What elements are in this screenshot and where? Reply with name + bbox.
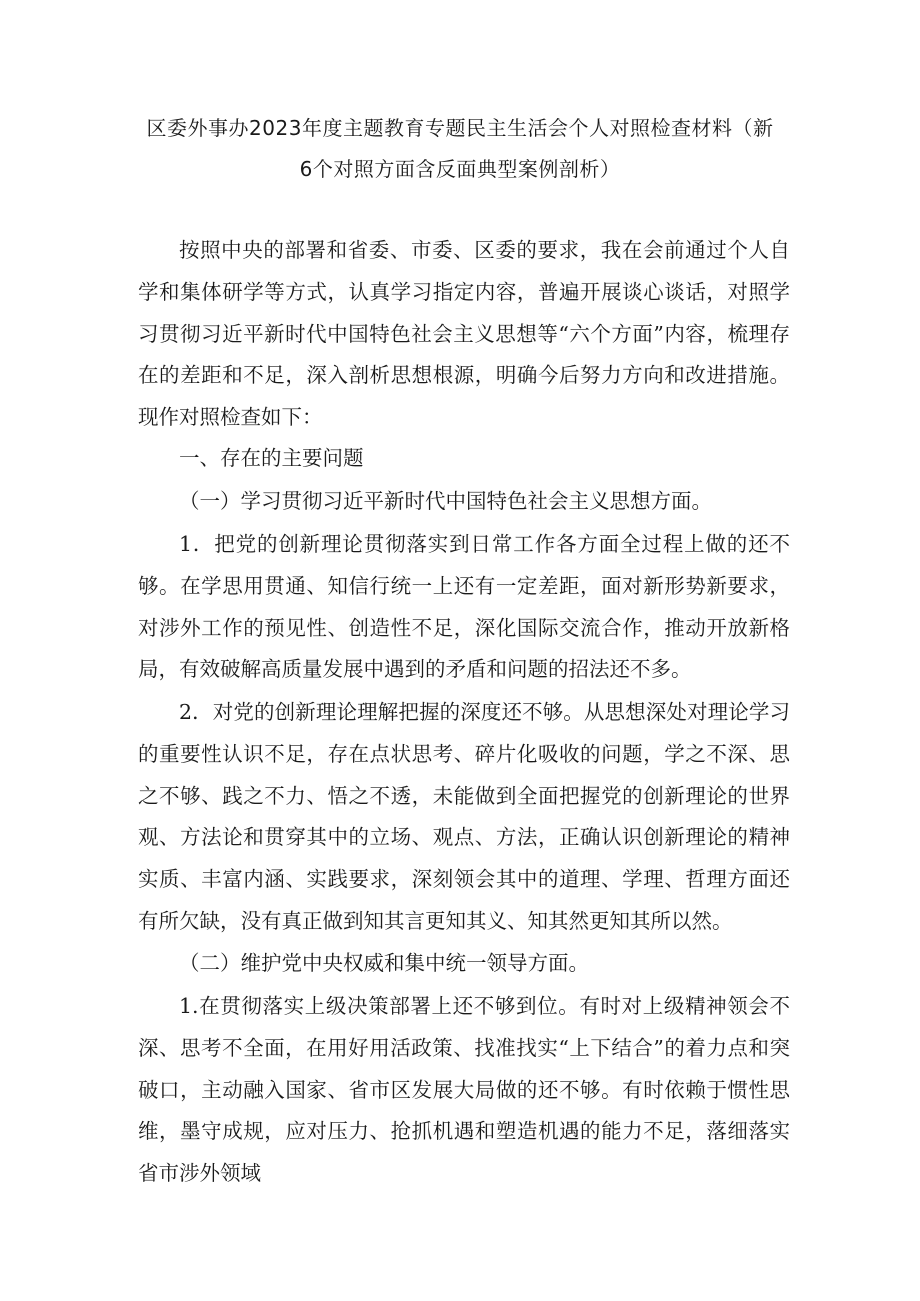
section-heading-problems: 一、存在的主要问题 xyxy=(179,446,364,470)
item-1-2-paragraph: 2．对党的创新理论理解把握的深度还不够。从思想深处对理论学习的重要性认识不足，存在点状思考、碎片化吸收的问题，学之不深、思之不够、践之不力、悟之不透，未能做到全面把握党的创新理论的世界观、方法论和贯穿其中的立场、观点、方法，正确认识创新理论的精神实质、丰富内涵、实践要求，深刻领会其中的道理、学理、哲理方面还有所欠缺，没有真正做到知其言更知其义、知其然更知其所以然。 xyxy=(138,700,790,933)
intro-paragraph: 按照中央的部署和省委、市委、区委的要求，我在会前通过个人自学和集体研学等方式，认真学习指定内容，普遍开展谈心谈话，对照学习贯彻习近平新时代中国特色社会主义思想等“六个方面”内容，梳理存在的差距和不足，深入剖析思想根源，明确今后努力方向和改进措施。现作对照检查如下： xyxy=(138,238,790,430)
item-1-1-paragraph: 1．把党的创新理论贯彻落实到日常工作各方面全过程上做的还不够。在学思用贯通、知信行统一上还有一定差距，面对新形势新要求，对涉外工作的预见性、创造性不足，深化国际交流合作，推动开放新格局，有效破解高质量发展中遇到的矛盾和问题的招法还不多。 xyxy=(138,532,790,682)
item-2-1-paragraph: 1.在贯彻落实上级决策部署上还不够到位。有时对上级精神领会不深、思考不全面，在用好用活政策、找准找实“上下结合”的着力点和突破口，主动融入国家、省市区发展大局做的还不够。有时依赖于惯性思维，墨守成规，应对压力、抢抓机遇和塑造机遇的能力不足，落细落实省市涉外领域 xyxy=(138,994,790,1186)
document-title-line-1: 区委外事办2023年度主题教育专题民主生活会个人对照检查材料（新 xyxy=(146,116,774,140)
document-title-line-2: 6个对照方面含反面典型案例剖析） xyxy=(299,157,621,181)
subsection-heading-1: （一）学习贯彻习近平新时代中国特色社会主义思想方面。 xyxy=(179,489,712,513)
subsection-heading-2: （二）维护党中央权威和集中统一领导方面。 xyxy=(179,951,589,975)
